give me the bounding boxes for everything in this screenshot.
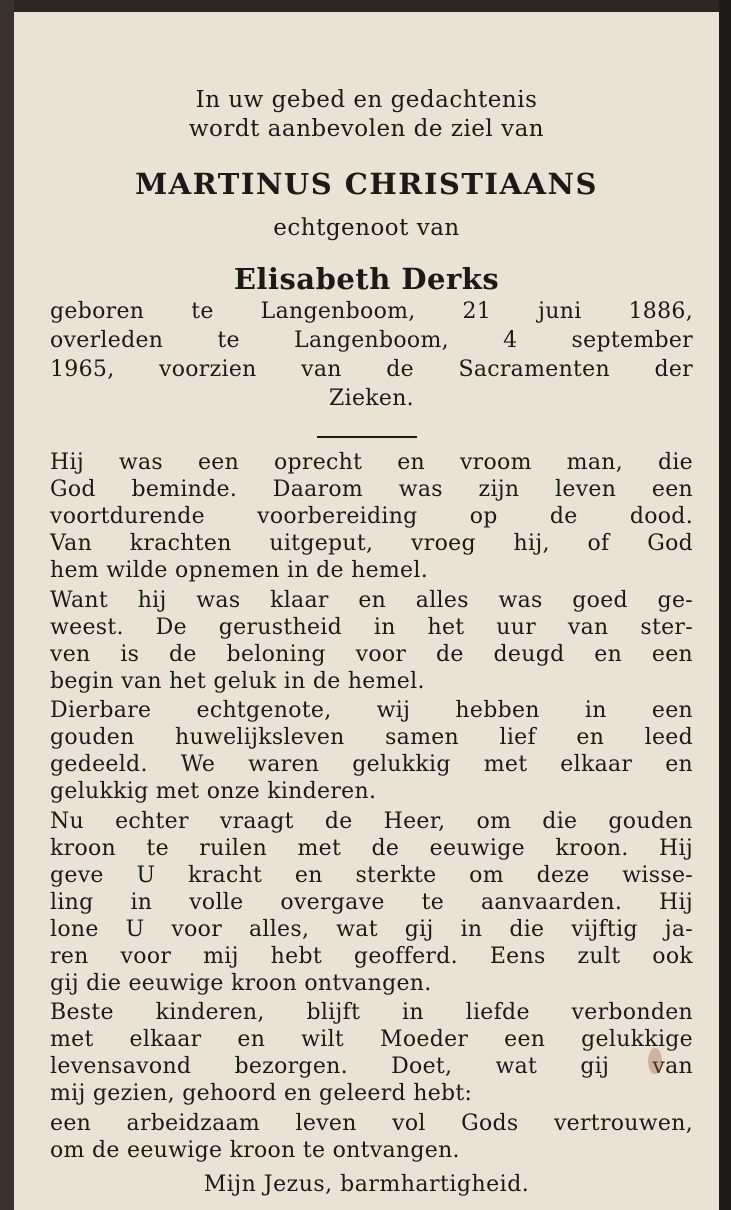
intro-line-2: wordt aanbevolen de ziel van — [188, 116, 545, 142]
body-line: Nu echter vraagt de Heer, om die gouden — [50, 809, 693, 834]
body-line: Beste kinderen, blijft in liefde verbonden — [50, 1000, 693, 1025]
body-line: ren voor mij hebt geofferd. Eens zult ook — [50, 944, 693, 969]
memorial-card — [14, 12, 719, 1210]
body-line: lone U voor alles, wat gij in die vijftig ja- — [50, 917, 693, 942]
body-line: gelukkig met onze kinderen. — [50, 779, 377, 804]
birth-death-line: geboren te Langenboom, 21 juni 1886, — [50, 299, 693, 324]
body-line: gedeeld. We waren gelukkig met elkaar en — [50, 752, 693, 777]
birth-death-line: 1965, voorzien van de Sacramenten der — [50, 357, 693, 382]
body-line: kroon te ruilen met de eeuwige kroon. Hij — [50, 836, 693, 861]
spouse-name: Elisabeth Derks — [233, 262, 500, 296]
body-line: mij gezien, gehoord en geleerd hebt: — [50, 1081, 473, 1106]
card-edge-left — [0, 0, 14, 1210]
body-line: Hij was een oprecht en vroom man, die — [50, 450, 693, 475]
body-line: Want hij was klaar en alles was goed ge- — [50, 588, 693, 613]
divider-rule — [317, 436, 417, 438]
body-line: hem wilde opnemen in de hemel. — [50, 558, 428, 583]
card-edge-right — [719, 0, 731, 1210]
body-line: gij die eeuwige kroon ontvangen. — [50, 971, 432, 996]
body-line: weest. De gerustheid in het uur van ster- — [50, 615, 693, 640]
body-line: God beminde. Daarom was zijn leven een — [50, 477, 693, 502]
deceased-name: MARTINUS CHRISTIAANS — [135, 167, 598, 201]
closing-prayer: Mijn Jezus, barmhartigheid. — [203, 1172, 530, 1197]
body-line: begin van het geluk in de hemel. — [50, 669, 425, 694]
paper-stain — [648, 1048, 662, 1074]
body-line: Van krachten uitgeput, vroeg hij, of God — [50, 531, 693, 556]
birth-death-line: Zieken. — [329, 386, 414, 411]
intro-text — [14, 86, 719, 144]
body-line: met elkaar en wilt Moeder een gelukkige — [50, 1027, 693, 1052]
intro-line-1: In uw gebed en gedachtenis — [195, 87, 538, 113]
body-line: voortdurende voorbereiding op de dood. — [50, 504, 693, 529]
body-line: levensavond bezorgen. Doet, wat gij van — [50, 1054, 693, 1079]
spouse-intro: echtgenoot van — [273, 215, 460, 241]
body-line: een arbeidzaam leven vol Gods vertrouwen, — [50, 1111, 693, 1136]
body-line: ling in volle overgave te aanvaarden. Hij — [50, 890, 693, 915]
body-line: geve U kracht en sterkte om deze wisse- — [50, 863, 693, 888]
body-line: om de eeuwige kroon te ontvangen. — [50, 1138, 460, 1163]
body-line: Dierbare echtgenote, wij hebben in een — [50, 698, 693, 723]
birth-death-line: overleden te Langenboom, 4 september — [50, 328, 693, 353]
body-line: ven is de beloning voor de deugd en een — [50, 642, 693, 667]
body-line: gouden huwelijksleven samen lief en leed — [50, 725, 693, 750]
